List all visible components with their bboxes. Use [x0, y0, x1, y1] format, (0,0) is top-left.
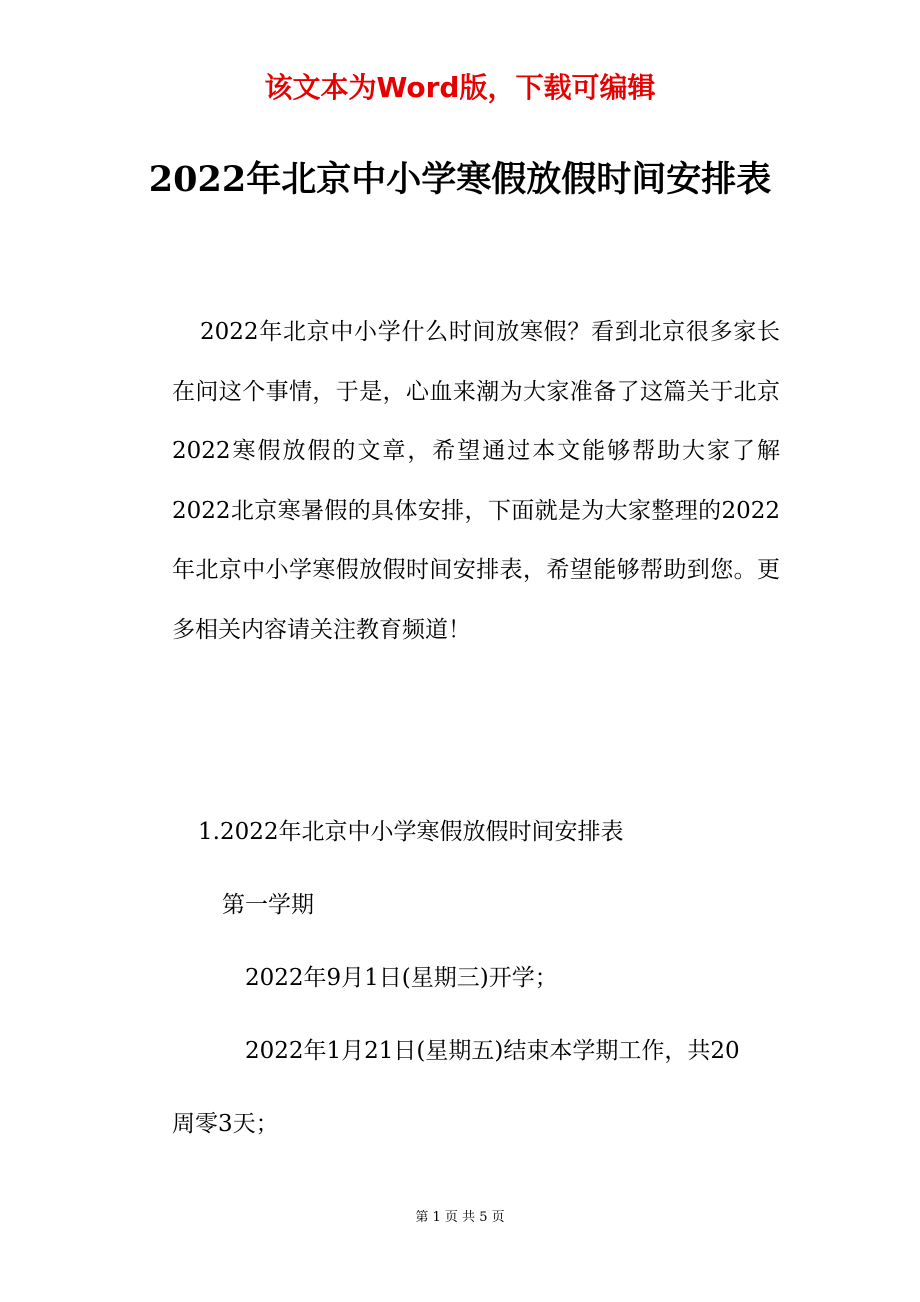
schedule-item-end: 2022年1月21日(星期五)结束本学期工作，共20 [245, 1038, 740, 1064]
intro-paragraph: 2022年北京中小学什么时间放寒假？看到北京很多家长在问这个事情，于是，心血来潮为大家准备了这篇关于北京2022寒假放假的文章，希望通过本文能够帮助大家了解2022北京寒暑假的具体安排，下面就是为大家整理的2022年北京中小学寒假放假时间安排表，希望能够帮助到您。更多相关内容请关注教育频道！ [172, 319, 780, 643]
term-label: 第一学期 [222, 892, 314, 918]
download-banner: 该文本为Word版，下载可编辑 [264, 71, 656, 104]
section-heading: 1.2022年北京中小学寒假放假时间安排表 [198, 819, 624, 845]
schedule-item-end-continued: 周零3天； [172, 1111, 279, 1137]
schedule-item-start: 2022年9月1日(星期三)开学； [245, 965, 558, 991]
page-footer: 第 1 页 共 5 页 [415, 1210, 505, 1225]
document-title: 2022年北京中小学寒假放假时间安排表 [148, 159, 772, 200]
